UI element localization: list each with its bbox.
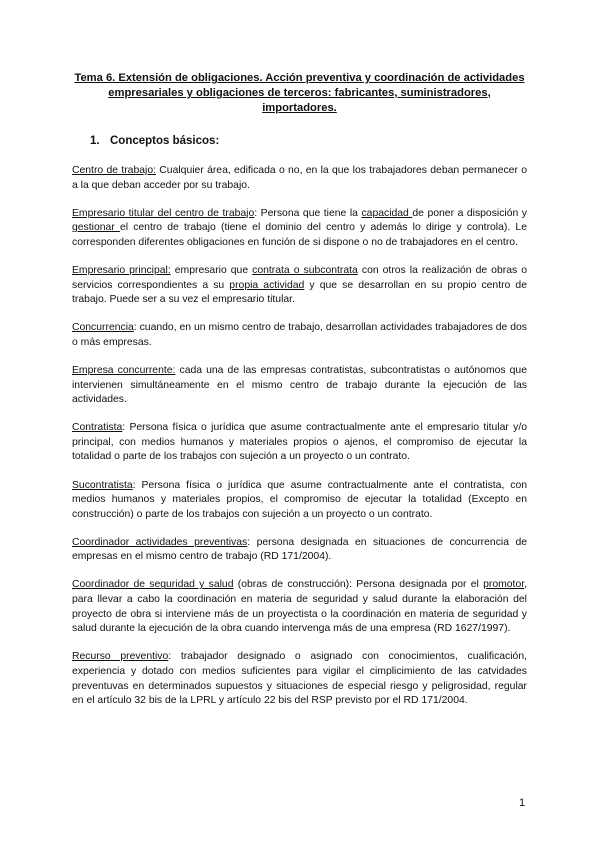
page-number: 1	[519, 797, 526, 809]
definition-centro-trabajo: Centro de trabajo: Cualquier área, edificada o no, en la que los trabajadores deban permanecer o a la que deban acceder por su trabajo.	[72, 165, 527, 191]
definition-term: Empresario titular del centro de trabajo	[72, 207, 255, 219]
definition-term: Centro de trabajo:	[72, 165, 156, 176]
definition-term: Recurso preventivo	[72, 651, 169, 663]
definition-contratista: Contratista: Persona física o jurídica que asume contractualmente ante el empresario titular y/o principal, con medios humanos y materiales propios o ajenos, el compromiso de ejecutar la totalidad o parte de los trabajos con sujeción a un proyecto o un contrato.	[72, 422, 527, 463]
section-heading	[90, 135, 527, 147]
definition-empresa-concurrente: Empresa concurrente: cada una de las empresas contratistas, subcontratistas o autónomos que intervienen simultáneamente en el mismo centro de trabajo durante la ejecución de las actividades.	[72, 364, 527, 406]
definition-term: Empresario principal:	[72, 264, 171, 276]
section-label: Conceptos básicos:	[110, 135, 220, 147]
definition-term: Concurrencia	[72, 322, 134, 334]
definition-coordinador-actividades: Coordinador actividades preventivas: persona designada en situaciones de concurrencia de empresas en el mismo centro de trabajo (RD 171/2004).	[72, 536, 528, 563]
definition-term: Empresa concurrente:	[72, 364, 176, 376]
definition-term: Contratista	[72, 422, 123, 434]
definition-concurrencia: Concurrencia: cuando, en un mismo centro de trabajo, desarrollan actividades trabajadores de dos o más empresas.	[72, 322, 527, 348]
definition-recurso-preventivo: Recurso preventivo: trabajador designado o asignado con conocimientos, cualificación, experiencia y dotado con medios suficientes para vigilar el cimplicimiento de las catvidades preventuvas en determinados supuestos y situaciones de especial riesgo y peligrosidad, regular en el artículo 32 bis de la LPRL y artículo 22 bis del RSP previsto por el RD 171/2004.	[72, 651, 527, 707]
definition-term: Sucontratista	[72, 479, 133, 491]
definition-term: Coordinador actividades preventivas	[72, 536, 248, 548]
definition-empresario-principal: Empresario principal: empresario que contrata o subcontrata con otros la realización de obras o servicios correspondientes a su propia actividad y que se desarrollan en su propio centro de trabajo. Puede ser a su vez el empresario titular.	[72, 264, 527, 306]
document-title: Tema 6. Extensión de obligaciones. Acción preventiva y coordinación de actividades empresariales y obligaciones de terceros: fabricantes, suministradores, importadores.	[74, 72, 525, 114]
document-page	[72, 71, 527, 722]
section-number: 1.	[90, 135, 100, 147]
definition-term: Coordinador de seguridad y salud	[72, 579, 234, 591]
definition-subcontratista: Sucontratista: Persona física o jurídica que asume contractualmente ante el contratista, con medios humanos y materiales propios, el compromiso de ejecutar la totalidad (Excepto en construcción) o parte de los trabajos con sujeción a un proyecto o un contrato.	[72, 479, 527, 520]
definition-coordinador-seguridad: Coordinador de seguridad y salud (obras de construcción): Persona designada por el promotor, para llevar a cabo la coordinación en materia de seguridad y salud durante la elaboración del proyecto de obra si interviene más de un proyectista o la coordinación en materia de seguridad y salud durante la ejecución de la obra cuando intervenga más de una empresa (RD 1627/1997).	[72, 579, 528, 635]
definition-empresario-titular: Empresario titular del centro de trabajo: Persona que tiene la capacidad de poner a disposición y gestionar el centro de trabajo (tiene el dominio del centro y además lo dirige y controla). Le corresponden diferentes obligaciones en función de si dispone o no de trabajadores en el centro.	[72, 207, 528, 248]
